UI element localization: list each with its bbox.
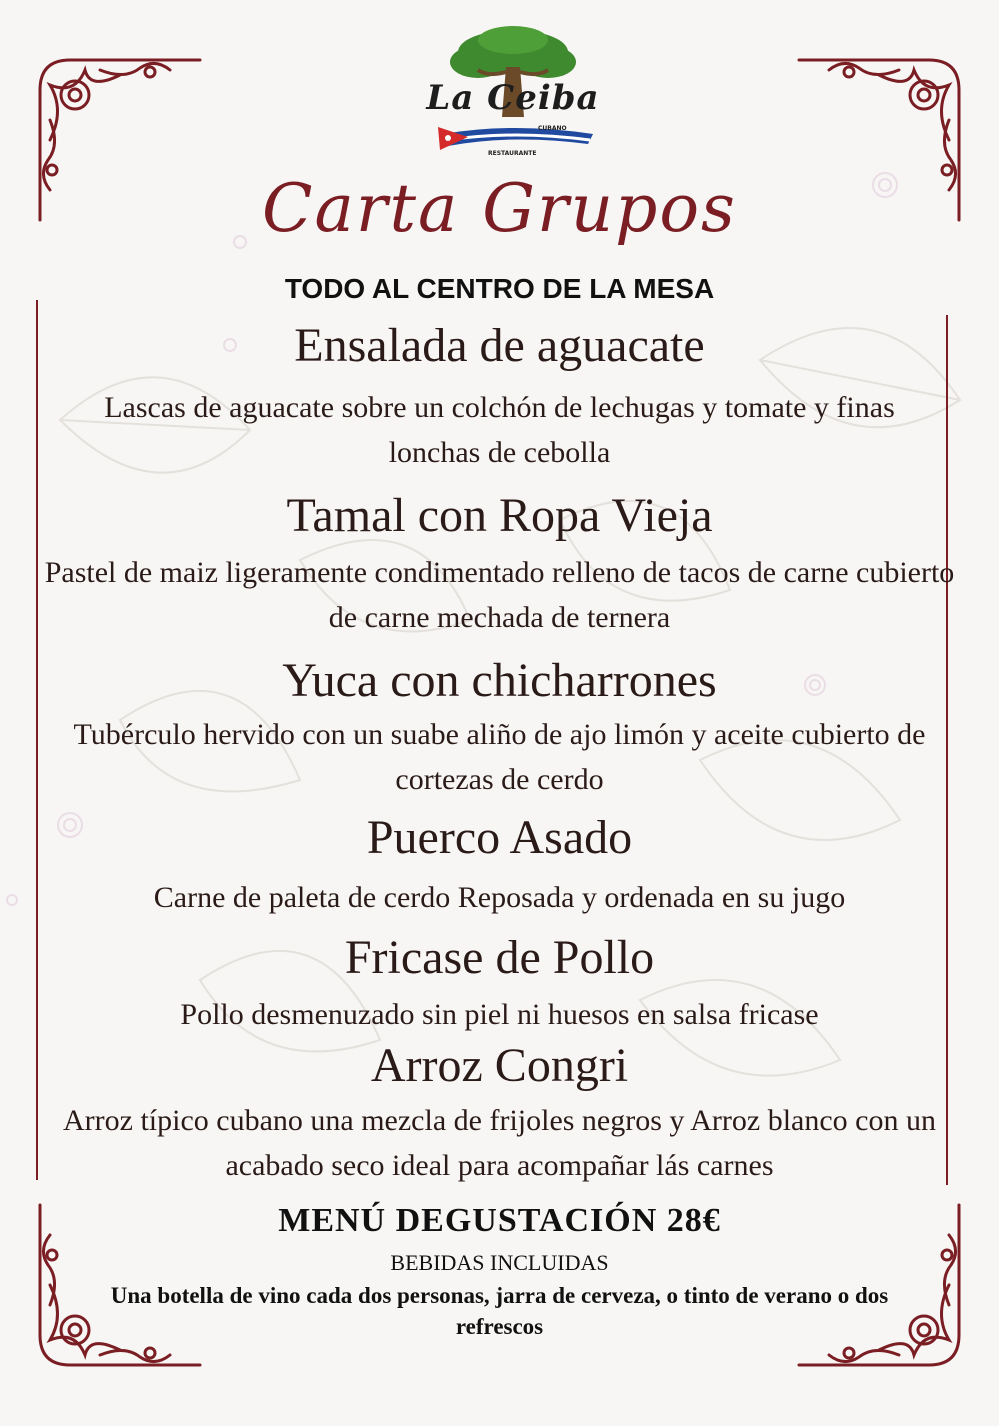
drinks-title: BEBIDAS INCLUIDAS <box>390 1250 609 1275</box>
brand-name: La Ceiba <box>426 78 600 118</box>
dish-description: Pollo desmenuzado sin piel ni huesos en salsa fricase <box>180 998 819 1031</box>
dish-description: Carne de paleta de cerdo Reposada y ordenada en su jugo <box>153 881 846 914</box>
logo-tag-left: RESTAURANTE <box>488 150 537 157</box>
dish-name: Fricase de Pollo <box>344 931 655 984</box>
page-title: Carta Grupos <box>262 170 737 247</box>
menu-price: MENÚ DEGUSTACIÓN 28€ <box>278 1202 721 1239</box>
dish-description: Pastel de maiz ligeramente condimentado relleno de tacos de carne cubierto de carne mechada de ternera <box>44 556 955 634</box>
logo-tag-right: CUBANO <box>538 125 567 132</box>
dish-name: Arroz Congri <box>370 1039 629 1092</box>
dish-name: Puerco Asado <box>366 811 633 864</box>
dish-name: Ensalada de aguacate <box>294 319 705 372</box>
drinks-description: Una botella de vino cada dos personas, jarra de cerveza, o tinto de verano o dos refrescos <box>110 1283 889 1339</box>
page-subtitle: TODO AL CENTRO DE LA MESA <box>284 273 715 304</box>
dish-name: Tamal con Ropa Vieja <box>286 489 713 542</box>
dish-name: Yuca con chicharrones <box>282 654 717 707</box>
dish-description: Lascas de aguacate sobre un colchón de lechugas y tomate y finas lonchas de cebolla <box>104 391 895 469</box>
dish-description: Arroz típico cubano una mezcla de frijoles negros y Arroz blanco con un acabado seco ideal para acompañar lás carnes <box>62 1104 937 1182</box>
dish-description: Tubérculo hervido con un suabe aliño de ajo limón y aceite cubierto de cortezas de cerdo <box>73 718 926 796</box>
left-border-line <box>36 300 38 1180</box>
